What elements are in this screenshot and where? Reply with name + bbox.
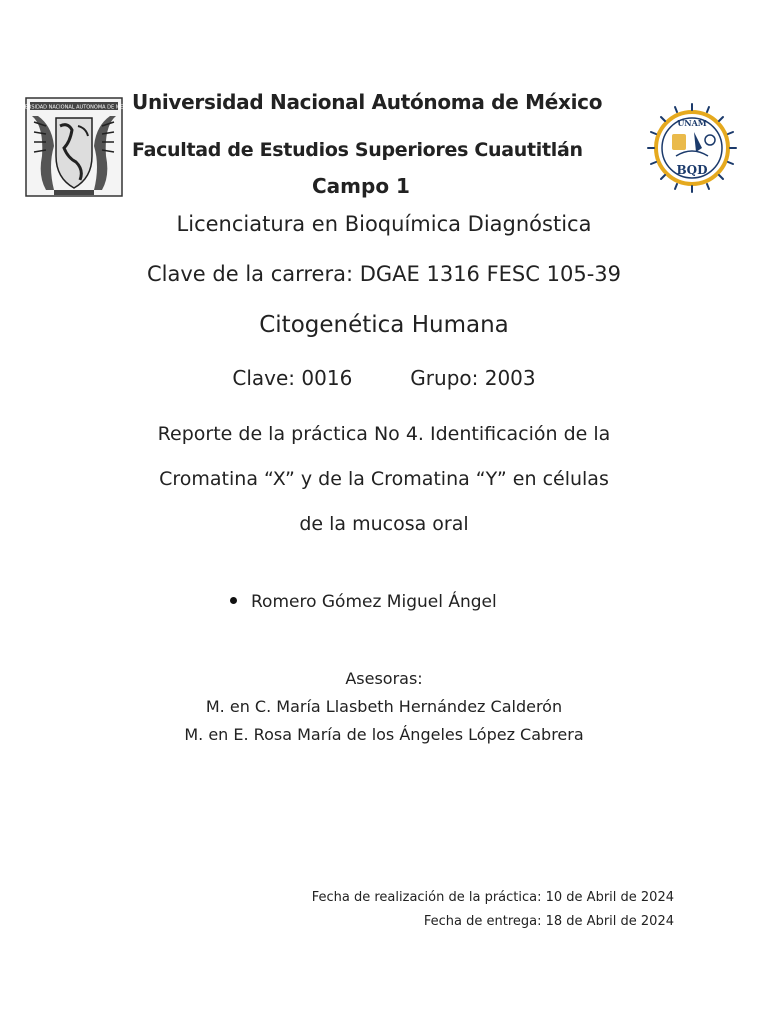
date-performed: Fecha de realización de la práctica: 10 de Abril de 2024: [311, 890, 674, 905]
faculty-name: Facultad de Estudios Superiores Cuautitlán: [132, 139, 583, 161]
course-name: Citogenética Humana: [259, 312, 509, 338]
course-key: Clave: 0016: [232, 366, 353, 390]
report-title-line-1: Reporte de la práctica No 4. Identificación de la: [157, 423, 611, 445]
campus-name: Campo 1: [312, 174, 410, 198]
unam-shield-icon: [12, 96, 136, 198]
report-title: [0, 412, 768, 547]
advisor-name: M. en E. Rosa María de los Ángeles López Cabrera: [184, 725, 584, 744]
course-keys: [0, 366, 768, 390]
report-title-line-3: de la mucosa oral: [299, 513, 469, 535]
university-name: Universidad Nacional Autónoma de México: [132, 90, 603, 114]
bqd-logo-top-text: UNAM: [677, 118, 707, 128]
bullet-icon: [230, 597, 237, 604]
author-list-item: [230, 592, 497, 612]
bqd-logo-bottom-text: BQD: [676, 163, 708, 177]
degree-name: Licenciatura en Bioquímica Diagnóstica: [176, 212, 592, 236]
career-key: Clave de la carrera: DGAE 1316 FESC 105-39: [147, 262, 621, 286]
dates-block: [312, 886, 674, 934]
author-name: Romero Gómez Miguel Ángel: [251, 592, 497, 612]
advisor-name: M. en C. María Llasbeth Hernández Calderón: [205, 697, 563, 716]
report-title-line-2: Cromatina “X” y de la Cromatina “Y” en células: [159, 468, 609, 490]
course-group: Grupo: 2003: [410, 366, 536, 390]
date-delivered: Fecha de entrega: 18 de Abril de 2024: [423, 914, 674, 929]
bqd-dna-logo-icon: [638, 100, 746, 196]
advisors-label: Asesoras:: [345, 669, 423, 688]
unam-seal-text: UNIVERSIDAD NACIONAL AUTONOMA DE MEXICO: [12, 104, 136, 111]
